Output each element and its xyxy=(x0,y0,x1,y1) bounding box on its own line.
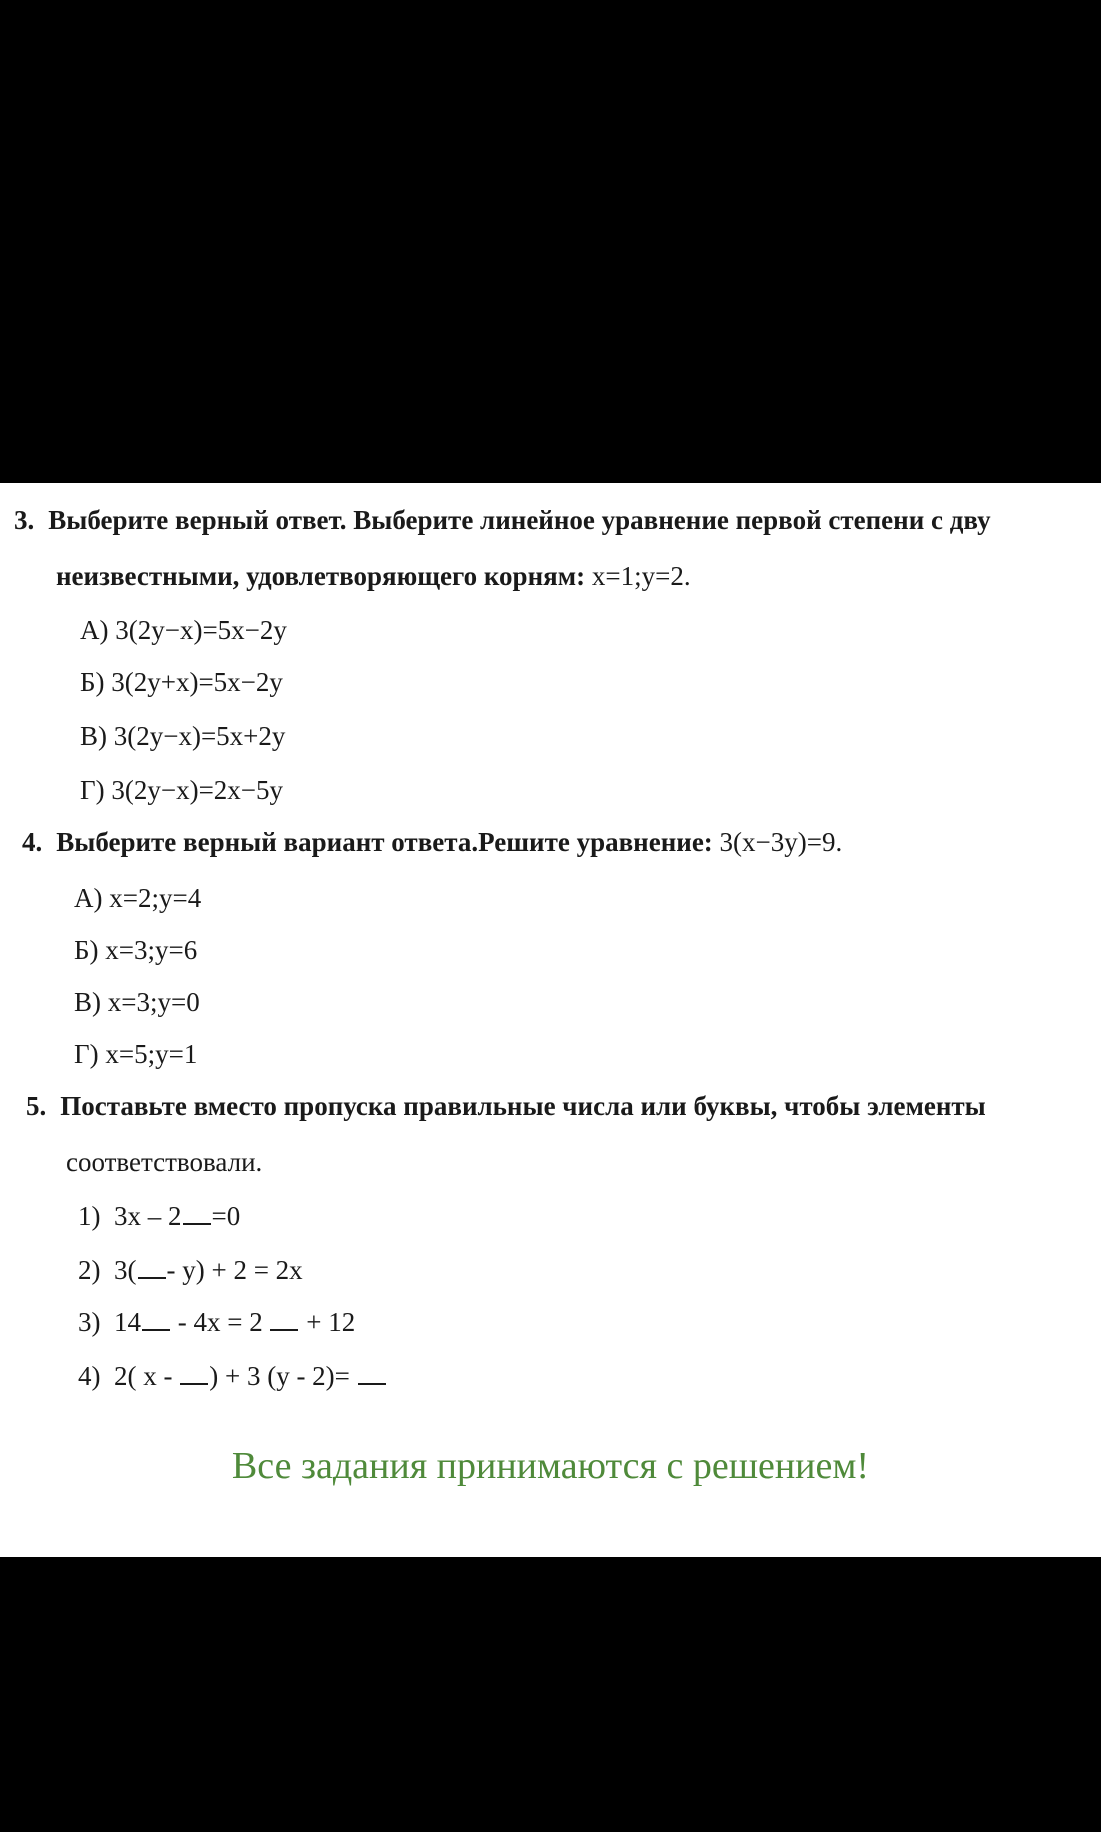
question-5-text-line2: соответствовали. xyxy=(66,1147,263,1177)
option-text: 3(2y+x)=5x−2y xyxy=(104,667,283,697)
item-label: 3) xyxy=(78,1307,101,1337)
item-label: 4) xyxy=(78,1361,101,1391)
question-3-text-line2: неизвестными, удовлетворяющего корням: xyxy=(56,561,586,591)
blank-field[interactable] xyxy=(142,1307,170,1331)
option-label: В) xyxy=(80,721,107,751)
question-3-heading xyxy=(14,503,991,537)
item-label: 2) xyxy=(78,1255,101,1285)
question-5-text: Поставьте вместо пропуска правильные числа или буквы, чтобы элементы xyxy=(60,1091,986,1121)
question-4-heading xyxy=(22,825,842,859)
option-label: Г) xyxy=(74,1039,99,1069)
question-3-option-a xyxy=(80,613,287,647)
question-5-item-1 xyxy=(78,1199,240,1233)
item-part: =0 xyxy=(211,1201,241,1231)
item-label: 1) xyxy=(78,1201,101,1231)
option-label: В) xyxy=(74,987,101,1017)
option-text: 3(2y−x)=2x−5y xyxy=(104,775,284,805)
item-part: 3( xyxy=(114,1255,137,1285)
question-5-heading-line2 xyxy=(66,1145,262,1179)
worksheet-page xyxy=(0,483,1101,1557)
option-text: 3(2y−x)=5x−2y xyxy=(108,615,287,645)
blank-field[interactable] xyxy=(270,1307,298,1331)
question-5-number: 5. xyxy=(26,1091,47,1121)
question-3-heading-line2 xyxy=(56,559,691,593)
option-label: А) xyxy=(80,615,109,645)
item-part: ) + 3 (y - 2)= xyxy=(209,1361,357,1391)
option-text: 3(2y−x)=5x+2y xyxy=(107,721,286,751)
question-4-option-b xyxy=(74,933,197,967)
question-3-option-v xyxy=(80,719,285,753)
option-label: Г) xyxy=(80,775,105,805)
option-label: Б) xyxy=(80,667,105,697)
item-part: 14 xyxy=(114,1307,141,1337)
question-3-number: 3. xyxy=(14,505,35,535)
item-part: 2( x - xyxy=(114,1361,180,1391)
question-5-item-2 xyxy=(78,1253,303,1287)
option-text: x=2;y=4 xyxy=(102,883,202,913)
option-label: Б) xyxy=(74,935,99,965)
question-5-item-3 xyxy=(78,1305,355,1339)
question-3-roots: x=1;y=2. xyxy=(585,561,691,591)
item-part: + 12 xyxy=(299,1307,356,1337)
question-4-option-v xyxy=(74,985,200,1019)
blank-field[interactable] xyxy=(138,1255,166,1279)
blank-field[interactable] xyxy=(183,1201,211,1225)
blank-field[interactable] xyxy=(358,1361,386,1385)
option-text: x=3;y=0 xyxy=(101,987,200,1017)
question-3-option-b xyxy=(80,665,283,699)
item-part: 3x – 2 xyxy=(114,1201,182,1231)
question-4-option-g xyxy=(74,1037,197,1071)
blank-field[interactable] xyxy=(180,1361,208,1385)
question-3-text: Выберите верный ответ. Выберите линейное уравнение первой степени с дву xyxy=(48,505,991,535)
question-4-equation: 3(x−3y)=9. xyxy=(712,827,843,857)
question-4-text: Выберите верный вариант ответа.Решите уравнение: xyxy=(56,827,713,857)
item-part: - y) + 2 = 2x xyxy=(166,1255,303,1285)
option-label: А) xyxy=(74,883,103,913)
question-3-option-g xyxy=(80,773,283,807)
question-5-heading xyxy=(26,1089,986,1123)
item-part: - 4x = 2 xyxy=(171,1307,270,1337)
question-5-item-4 xyxy=(78,1359,387,1393)
question-4-number: 4. xyxy=(22,827,43,857)
question-4-option-a xyxy=(74,881,201,915)
option-text: x=3;y=6 xyxy=(98,935,198,965)
footer-note: Все задания принимаются с решением! xyxy=(231,1445,870,1487)
option-text: x=5;y=1 xyxy=(98,1039,198,1069)
